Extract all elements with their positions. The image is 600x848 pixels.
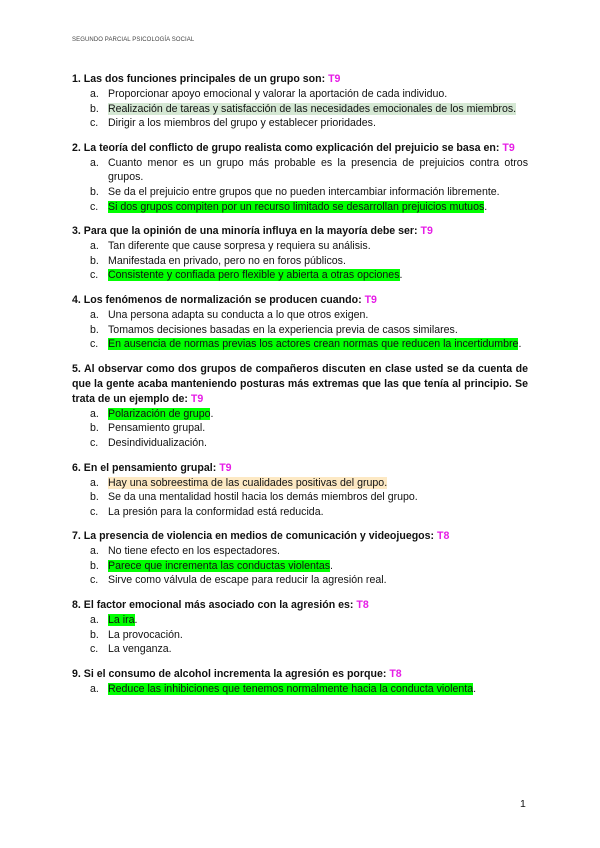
correct-answer: Parece que incrementa las conductas violentas — [108, 559, 331, 572]
option-c: c. Si dos grupos compiten por un recurso limitado se desarrollan prejuicios mutuos. — [90, 200, 488, 213]
correct-answer: Polarización de grupo — [108, 407, 211, 420]
page-number: 1 — [520, 798, 526, 810]
question-title: 6. En el pensamiento grupal: T9 — [72, 461, 232, 474]
topic-tag: T8 — [356, 599, 369, 612]
option-a: a. Proporcionar apoyo emocional y valorar la aportación de cada individuo. — [90, 88, 448, 100]
option-b: b. Realización de tareas y satisfacción de las necesidades emocionales de los miembros. — [90, 102, 517, 115]
question-2 — [72, 141, 528, 214]
option-a: a. Tan diferente que cause sorpresa y requiera su análisis. — [90, 240, 371, 253]
question-title: 7. La presencia de violencia en medios de comunicación y videojuegos: T8 — [72, 530, 450, 543]
topic-tag: T9 — [219, 461, 232, 474]
question-title: 1. Las dos funciones principales de un grupo son: T9 — [72, 73, 341, 85]
highlighted-answer: Hay una sobreestima de las cualidades positivas del grupo. — [108, 476, 388, 489]
correct-answer: Consistente y confiada pero flexible y abierta a otras opciones — [108, 269, 400, 282]
option-b: b. Se da el prejuicio entre grupos que no pueden intercambiar información libremente. — [90, 185, 500, 198]
options-list — [72, 613, 528, 657]
options-list — [72, 407, 528, 451]
option-a: a. La ira. — [90, 614, 138, 627]
question-6 — [72, 461, 528, 520]
option-a: a. Reduce las inhibiciones que tenemos normalmente hacia la conducta violenta. — [90, 682, 477, 695]
option-a: a. Cuanto menor es un grupo más probable es la presencia de prejuicios contra otros grupos. — [90, 156, 528, 184]
option-b: b. Manifestada en privado, pero no en foros públicos. — [90, 254, 346, 267]
topic-tag: T9 — [502, 141, 515, 154]
question-5 — [72, 362, 528, 451]
options-list — [72, 544, 528, 588]
question-title: 3. Para que la opinión de una minoría influya en la mayoría debe ser: T9 — [72, 225, 433, 238]
option-a: a. Una persona adapta su conducta a lo que otros exigen. — [90, 308, 369, 321]
topic-tag: T9 — [328, 73, 341, 85]
option-b: b. Parece que incrementa las conductas violentas. — [90, 559, 333, 572]
question-title: 5. Al observar como dos grupos de compañeros discuten en clase usted se da cuenta de que la gente acaba manteniendo posturas más extremas que las que tenía al principio. Se trata de un ejemplo de: T9 — [72, 362, 528, 405]
question-8 — [72, 598, 528, 657]
option-b: b. Tomamos decisiones basadas en la experiencia previa de casos similares. — [90, 323, 458, 336]
options-list — [72, 156, 528, 214]
question-3 — [72, 224, 528, 283]
question-title: 9. Si el consumo de alcohol incrementa la agresión es porque: T8 — [72, 667, 402, 680]
question-7 — [72, 529, 528, 588]
topic-tag: T8 — [437, 530, 450, 543]
option-c: c. La venganza. — [90, 643, 172, 656]
option-c: c. Desindividualización. — [90, 436, 207, 449]
option-c: c. Dirigir a los miembros del grupo y establecer prioridades. — [90, 117, 376, 130]
options-list — [72, 682, 528, 697]
options-list — [72, 239, 528, 283]
topic-tag: T9 — [190, 392, 204, 405]
option-c: c. Consistente y confiada pero flexible y abierta a otras opciones. — [90, 269, 403, 282]
question-title: 2. La teoría del conflicto de grupo realista como explicación del prejuicio se basa en: T9 — [72, 141, 515, 154]
question-title: 8. El factor emocional más asociado con la agresión es: T8 — [72, 599, 369, 612]
option-b: b. La provocación. — [90, 628, 183, 641]
correct-answer: En ausencia de normas previas los actores crean normas que reducen la incertidumbre — [108, 338, 519, 351]
option-a: a. No tiene efecto en los espectadores. — [90, 545, 280, 558]
options-list — [72, 308, 528, 352]
topic-tag: T8 — [389, 667, 402, 680]
options-list — [72, 476, 528, 520]
option-c: c. Sirve como válvula de escape para reducir la agresión real. — [90, 574, 387, 587]
page-header: SEGUNDO PARCIAL PSICOLOGÍA SOCIAL — [72, 37, 195, 43]
option-c: c. En ausencia de normas previas los actores crean normas que reducen la incertidumbre. — [90, 338, 522, 351]
option-a: a. Hay una sobreestima de las cualidades positivas del grupo. — [90, 476, 388, 489]
options-list — [72, 87, 528, 131]
correct-answer: Reduce las inhibiciones que tenemos normalmente hacia la conducta violenta — [108, 682, 474, 695]
topic-tag: T9 — [420, 225, 433, 238]
question-9 — [72, 667, 528, 697]
option-a: a. Polarización de grupo. — [90, 407, 214, 420]
topic-tag: T9 — [364, 293, 377, 306]
option-c: c. La presión para la conformidad está reducida. — [90, 505, 324, 518]
exam-content — [72, 72, 528, 706]
highlighted-answer: Realización de tareas y satisfacción de las necesidades emocionales de los miembros. — [108, 102, 517, 115]
option-b: b. Se da una mentalidad hostil hacia los demás miembros del grupo. — [90, 491, 418, 504]
question-4 — [72, 293, 528, 352]
question-title: 4. Los fenómenos de normalización se producen cuando: T9 — [72, 293, 377, 306]
option-b: b. Pensamiento grupal. — [90, 422, 206, 435]
correct-answer: La ira — [108, 614, 135, 627]
question-1 — [72, 72, 528, 131]
correct-answer: Si dos grupos compiten por un recurso limitado se desarrollan prejuicios mutuos — [108, 200, 485, 213]
